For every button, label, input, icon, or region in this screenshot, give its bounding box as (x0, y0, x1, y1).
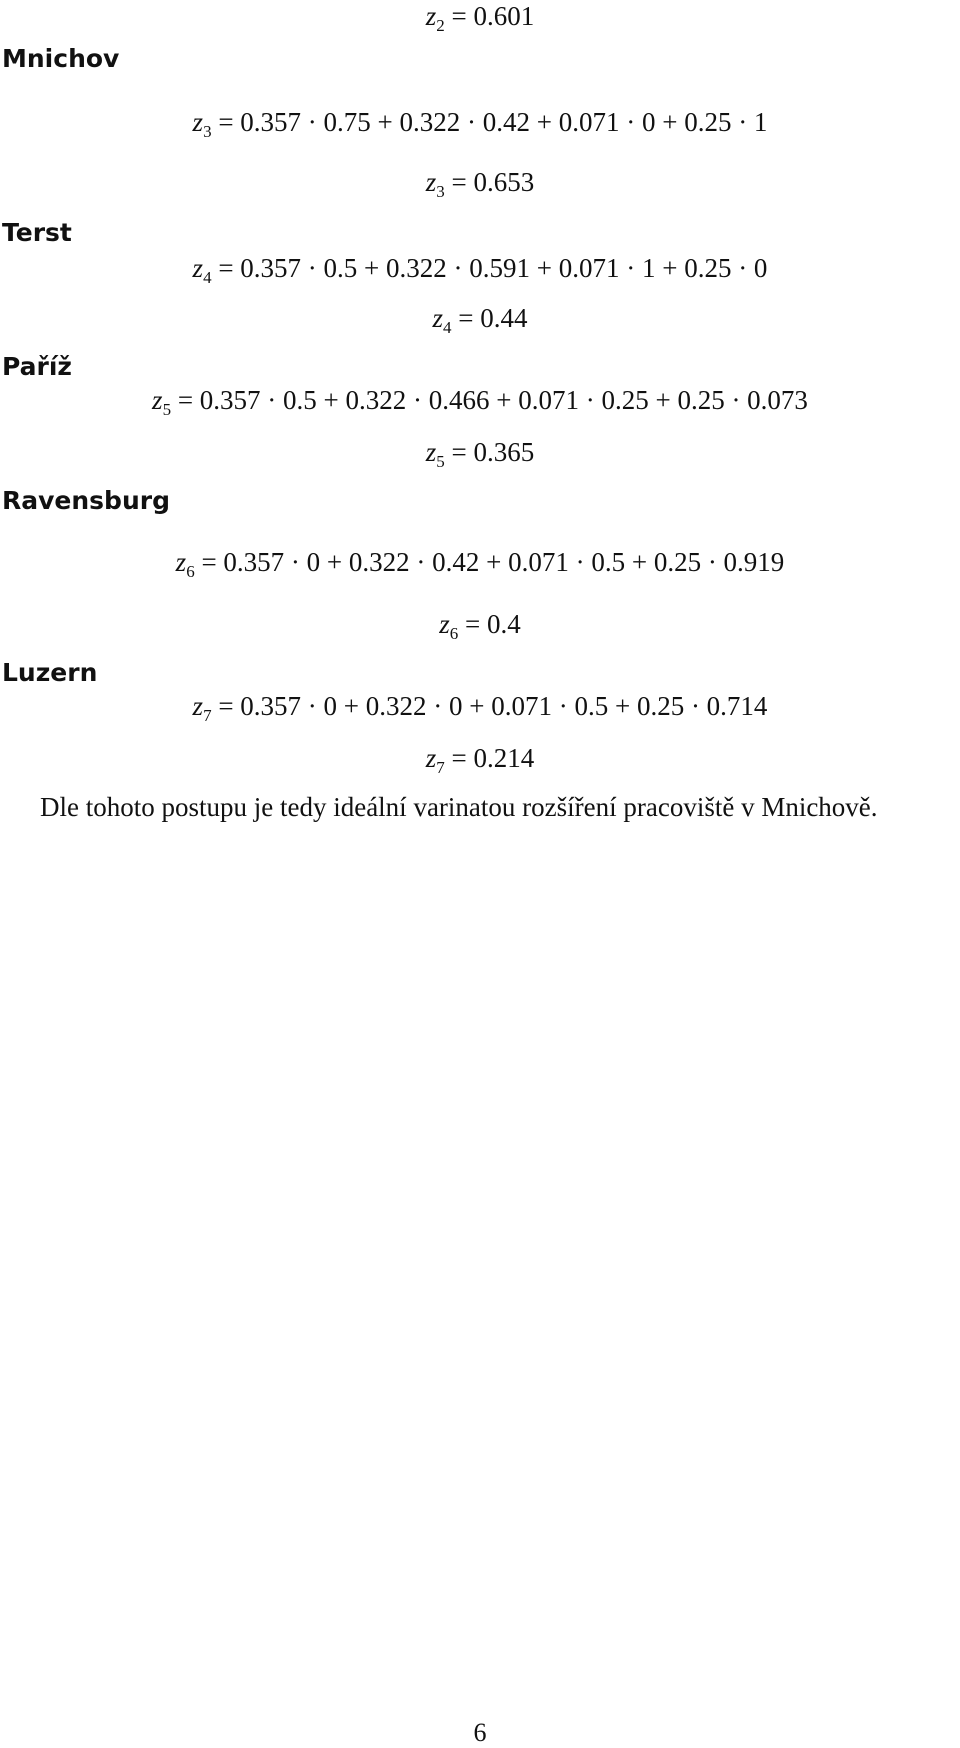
section-heading-ravensburg: Ravensburg (2, 486, 170, 515)
equation: $z_4 = 0.44$ (432, 303, 528, 337)
equation: $z_5 = 0.365$ (425, 437, 535, 471)
equation: $z_5 = 0.357 \cdot 0.5 + 0.322 \cdot 0.466 + 0.071 \cdot 0.25 + 0.25 \cdot 0.073$ (152, 385, 808, 419)
equation: $z_7 = 0.357 \cdot 0 + 0.322 \cdot 0 + 0.071 \cdot 0.5 + 0.25 \cdot 0.714$ (192, 691, 768, 725)
equation: $z_6 = 0.4$ (439, 609, 521, 643)
equation: $z_2 = 0.601$ (425, 1, 535, 35)
equation: $z_7 = 0.214$ (425, 743, 535, 777)
section-heading-luzern: Luzern (2, 658, 98, 687)
equation: $z_3 = 0.653$ (425, 167, 535, 201)
equation: $z_6 = 0.357 \cdot 0 + 0.322 \cdot 0.42 + 0.071 \cdot 0.5 + 0.25 \cdot 0.919$ (175, 547, 785, 581)
equation: $z_4 = 0.357 \cdot 0.5 + 0.322 \cdot 0.591 + 0.071 \cdot 1 + 0.25 \cdot 0$ (192, 253, 768, 287)
page-number: 6 (473, 1718, 487, 1747)
section-heading-terst: Terst (2, 218, 72, 247)
section-heading-pariz: Paříž (2, 352, 72, 381)
equation: $z_3 = 0.357 \cdot 0.75 + 0.322 \cdot 0.42 + 0.071 \cdot 0 + 0.25 \cdot 1$ (192, 107, 768, 141)
section-heading-mnichov: Mnichov (2, 44, 120, 73)
conclusion-paragraph: Dle tohoto postupu je tedy ideální varinatou rozšíření pracoviště v Mnichově. (40, 792, 878, 822)
